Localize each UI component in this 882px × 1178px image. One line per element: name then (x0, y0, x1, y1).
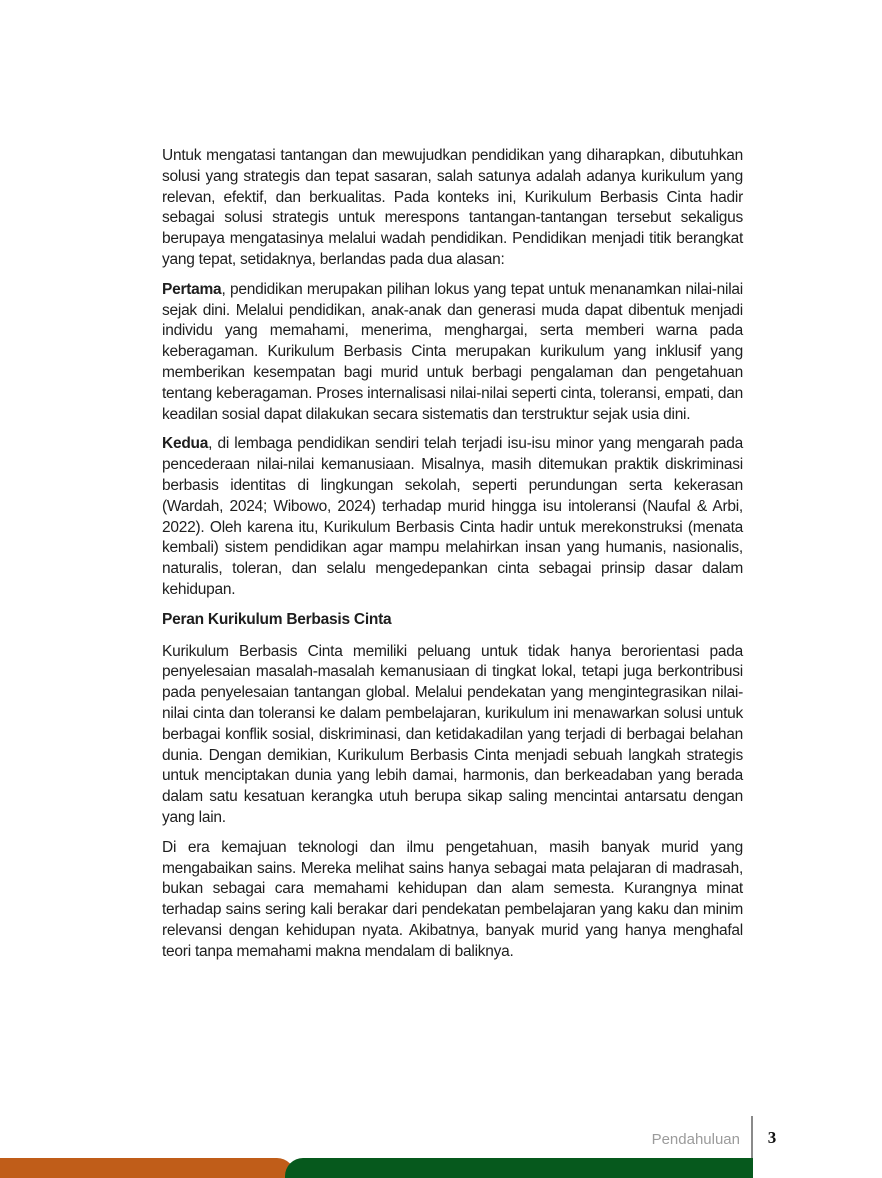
page-content (162, 146, 743, 971)
paragraph-text: , pendidikan merupakan pilihan lokus yang tepat untuk menanamkan nilai-nilai sejak dini. Melalui pendidikan, anak-anak dan generasi muda dapat dibentuk menjadi individu yang memahami, menerima, menghargai, serta memberi warna pada keberagaman. Kurikulum Berbasis Cinta merupakan kurikulum yang inklusif yang memberikan kesempatan bagi murid untuk berbagi pengalaman dan pengetahuan tentang keberagaman. Proses internalisasi nilai-nilai seperti cinta, toleransi, empati, dan keadilan sosial dapat dilakukan secara sistematis dan terstruktur sejak usia dini. (162, 280, 743, 423)
paragraph-text: Kurikulum Berbasis Cinta memiliki peluang untuk tidak hanya berorientasi pada penyelesaian masalah-masalah kemanusiaan di tingkat lokal, tetapi juga berkontribusi pada penyelesaian tantangan global. Melalui pendekatan yang mengintegrasikan nilai-nilai cinta dan toleransi ke dalam pembelajaran, kurikulum ini menawarkan solusi untuk berbagai konflik sosial, diskriminasi, dan ketidakadilan yang terjadi di berbagai belahan dunia. Dengan demikian, Kurikulum Berbasis Cinta menjadi sebuah langkah strategis untuk menciptakan dunia yang lebih damai, harmonis, dan berkeadaban yang berada dalam satu kesatuan kerangka utuh berupa sikap saling mencintai antarsatu dengan yang lain. (162, 642, 743, 826)
paragraph-lead-kedua: Kedua (162, 435, 209, 453)
footer-page-number: 3 (767, 1128, 777, 1147)
paragraph-kedua (162, 434, 743, 600)
section-heading: Peran Kurikulum Berbasis Cinta (162, 610, 392, 628)
paragraph-text: Di era kemajuan teknologi dan ilmu pengetahuan, masih banyak murid yang mengabaikan sains. Mereka melihat sains hanya sebagai mata pelajaran di madrasah, bukan sebagai cara memahami kehidupan dan alam semesta. Kurangnya minat terhadap sains sering kali berakar dari pendekatan pembelajaran yang kaku dan minim relevansi dengan kehidupan nyata. Akibatnya, banyak murid yang hanya menghafal teori tanpa memahami makna mendalam di baliknya. (162, 838, 743, 960)
bottom-bar-green (285, 1158, 753, 1178)
footer-section-label: Pendahuluan (651, 1131, 740, 1148)
paragraph-pertama (162, 280, 743, 426)
paragraph-peran (162, 642, 743, 829)
paragraph-text: Untuk mengatasi tantangan dan mewujudkan pendidikan yang diharapkan, dibutuhkan solusi yang strategis dan tepat sasaran, salah satunya adalah adanya kurikulum yang relevan, efektif, dan berkualitas. Pada konteks ini, Kurikulum Berbasis Cinta hadir sebagai solusi strategis untuk merespons tantangan-tantangan tersebut sekaligus berupaya mengatasinya melalui wadah pendidikan. Pendidikan menjadi titik berangkat yang tepat, setidaknya, berlandas pada dua alasan: (162, 147, 743, 268)
bottom-bar-orange (0, 1158, 295, 1178)
paragraph-lead-pertama: Pertama (162, 280, 222, 298)
paragraph-intro (162, 146, 743, 271)
paragraph-sains (162, 838, 743, 963)
paragraph-text: , di lembaga pendidikan sendiri telah terjadi isu-isu minor yang mengarah pada pencederaan nilai-nilai kemanusiaan. Misalnya, masih ditemukan praktik diskriminasi berbasis identitas di lingkungan sekolah, seperti perundungan serta kekerasan (Wardah, 2024; Wibowo, 2024) terhadap murid hingga isu intoleransi (Naufal & Arbi, 2022). Oleh karena itu, Kurikulum Berbasis Cinta hadir untuk merekonstruksi (menata kembali) sistem pendidikan agar mampu melahirkan insan yang humanis, nasionalis, naturalis, toleran, dan selalu mengedepankan cinta sebagai prinsip dasar dalam kehidupan. (162, 435, 743, 598)
